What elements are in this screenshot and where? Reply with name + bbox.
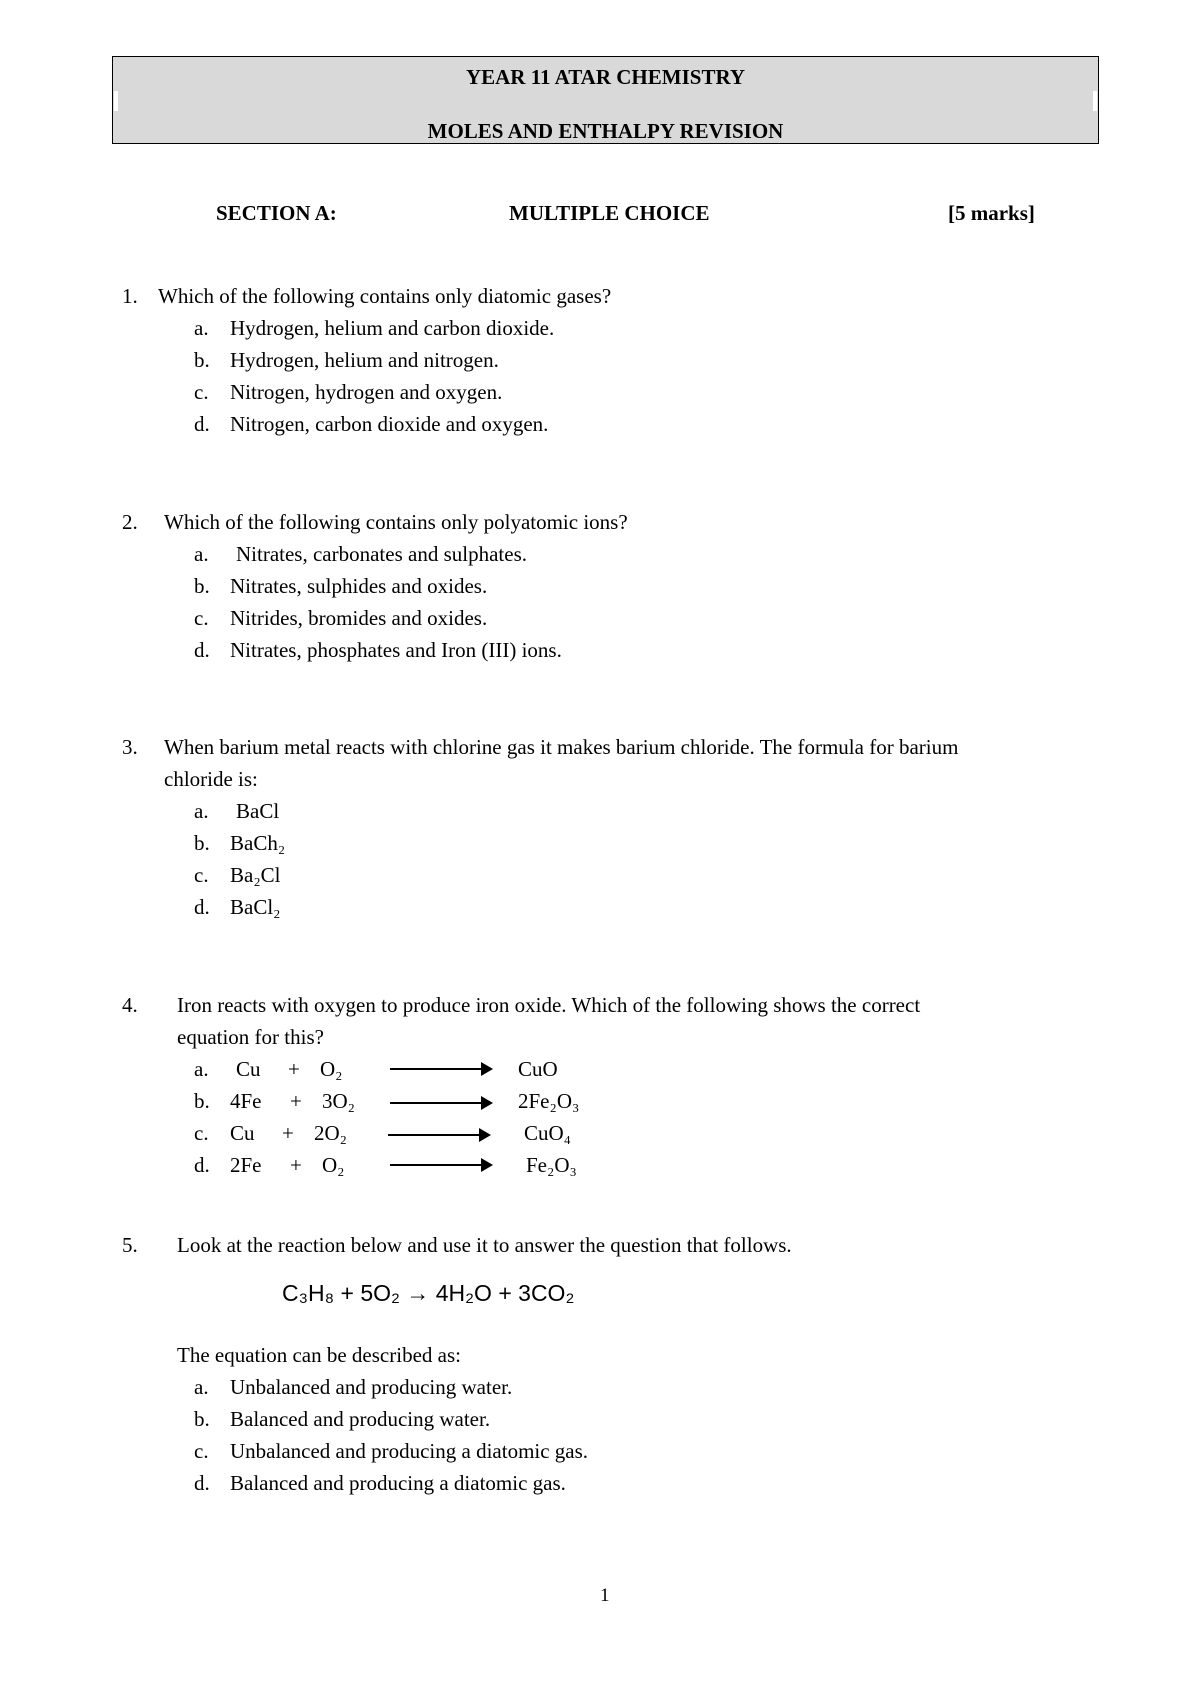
question-text: Which of the following contains only diatomic gases?	[158, 284, 612, 308]
arrow-icon	[390, 1164, 491, 1166]
option-formula: BaCl	[236, 799, 280, 823]
option-letter: d.	[194, 412, 210, 436]
page-number: 1	[600, 1585, 610, 1606]
option-letter: b.	[194, 1089, 210, 1113]
option-text: Nitrogen, carbon dioxide and oxygen.	[230, 412, 549, 436]
section-marks: [5 marks]	[948, 201, 1035, 225]
option-letter: b.	[194, 1407, 210, 1431]
option-letter: b.	[194, 348, 210, 372]
reactant: Cu	[236, 1057, 261, 1081]
plus-sign: +	[288, 1057, 300, 1081]
question-number: 2.	[122, 510, 138, 534]
option-letter: a.	[194, 1057, 209, 1081]
question-text: Look at the reaction below and use it to answer the question that follows.	[177, 1233, 792, 1257]
reactant: O₂	[320, 1057, 343, 1081]
question-number: 3.	[122, 735, 138, 759]
option-letter: d.	[194, 638, 210, 662]
reactant: 2O₂	[314, 1121, 347, 1145]
option-letter: d.	[194, 895, 210, 919]
option-letter: c.	[194, 863, 209, 887]
option-text: Nitrates, sulphides and oxides.	[230, 574, 488, 598]
option-text: Hydrogen, helium and nitrogen.	[230, 348, 499, 372]
question-number: 1.	[122, 284, 138, 308]
reactant: 4Fe	[230, 1089, 262, 1113]
title-box	[112, 56, 1099, 144]
reactant: 2Fe	[230, 1153, 262, 1177]
question-number: 5.	[122, 1233, 138, 1257]
reactant: O₂	[322, 1153, 345, 1177]
option-text: Hydrogen, helium and carbon dioxide.	[230, 316, 555, 340]
option-text: Nitrates, carbonates and sulphates.	[236, 542, 527, 566]
document-title: YEAR 11 ATAR CHEMISTRY	[465, 65, 746, 89]
arrow-icon	[390, 1068, 491, 1070]
document-subtitle: MOLES AND ENTHALPY REVISION	[427, 119, 784, 143]
option-letter: c.	[194, 606, 209, 630]
question-text-line-2: equation for this?	[177, 1025, 324, 1049]
question-text-line-1: When barium metal reacts with chlorine gas it makes barium chloride. The formula for barium	[164, 735, 959, 759]
reactant: Cu	[230, 1121, 255, 1145]
option-letter: a.	[194, 316, 209, 340]
option-text: Balanced and producing water.	[230, 1407, 491, 1431]
question-prompt: The equation can be described as:	[177, 1343, 461, 1367]
option-text: Nitrogen, hydrogen and oxygen.	[230, 380, 503, 404]
option-letter: a.	[194, 542, 209, 566]
question-text: Which of the following contains only polyatomic ions?	[164, 510, 628, 534]
option-text: Nitrates, phosphates and Iron (III) ions.	[230, 638, 562, 662]
option-letter: a.	[194, 1375, 209, 1399]
option-letter: b.	[194, 574, 210, 598]
question-text-line-1: Iron reacts with oxygen to produce iron oxide. Which of the following shows the correct	[177, 993, 921, 1017]
reactant: 3O₂	[322, 1089, 355, 1113]
product: CuO	[518, 1057, 558, 1081]
option-letter: c.	[194, 1121, 209, 1145]
option-letter: a.	[194, 799, 209, 823]
option-formula: BaCh₂	[230, 831, 286, 855]
section-title: MULTIPLE CHOICE	[509, 201, 710, 225]
option-letter: b.	[194, 831, 210, 855]
reaction-equation: C₃H₈ + 5O₂ → 4H₂O + 3CO₂	[282, 1280, 575, 1306]
option-formula: Ba₂Cl	[230, 863, 281, 887]
product: CuO₄	[524, 1121, 571, 1145]
option-letter: c.	[194, 380, 209, 404]
title-box-left-mark	[114, 91, 118, 111]
arrow-icon	[390, 1102, 491, 1104]
option-letter: c.	[194, 1439, 209, 1463]
option-text: Balanced and producing a diatomic gas.	[230, 1471, 566, 1495]
question-text-line-2: chloride is:	[164, 767, 258, 791]
option-text: Unbalanced and producing water.	[230, 1375, 513, 1399]
option-text: Unbalanced and producing a diatomic gas.	[230, 1439, 589, 1463]
plus-sign: +	[290, 1089, 302, 1113]
title-box-right-mark	[1093, 91, 1097, 111]
product: Fe₂O₃	[526, 1153, 577, 1177]
product: 2Fe₂O₃	[518, 1089, 580, 1113]
arrow-icon	[388, 1134, 489, 1136]
plus-sign: +	[290, 1153, 302, 1177]
option-text: Nitrides, bromides and oxides.	[230, 606, 488, 630]
option-formula: BaCl₂	[230, 895, 281, 919]
section-label: SECTION A:	[216, 201, 337, 225]
plus-sign: +	[282, 1121, 294, 1145]
question-number: 4.	[122, 993, 138, 1017]
option-letter: d.	[194, 1471, 210, 1495]
option-letter: d.	[194, 1153, 210, 1177]
